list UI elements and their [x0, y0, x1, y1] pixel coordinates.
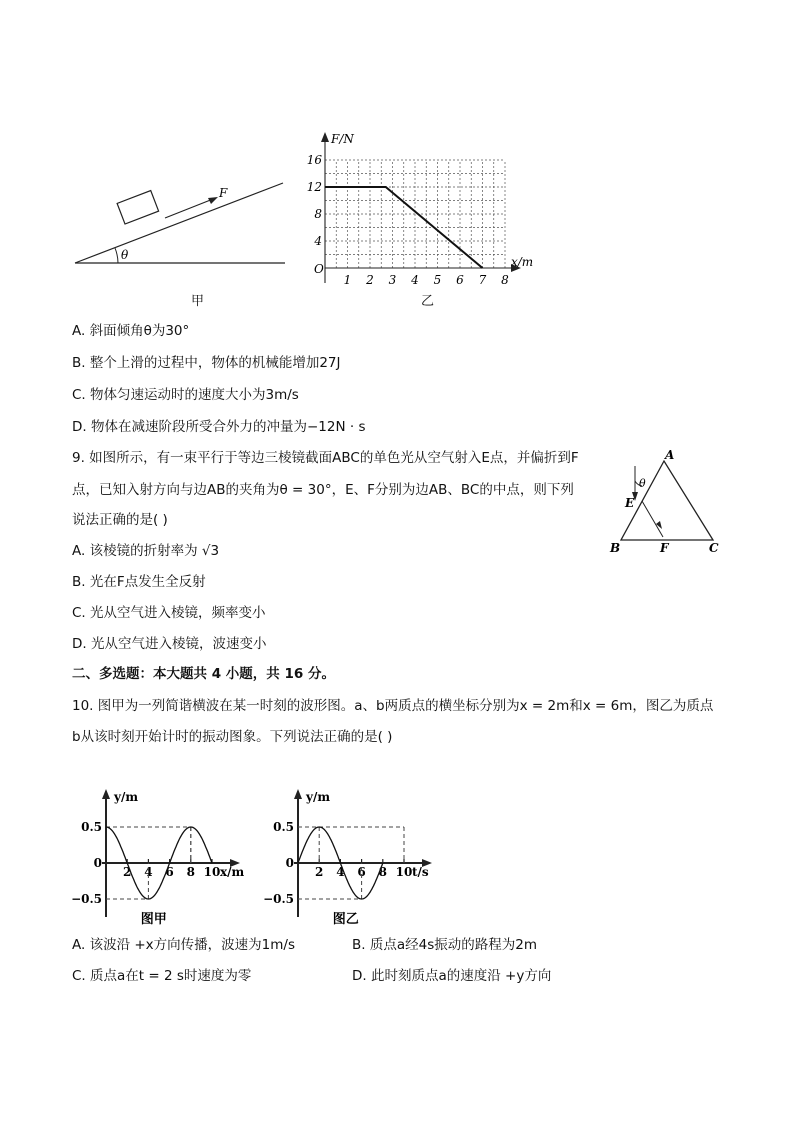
- q9-stem-line3: 说法正确的是( ): [72, 512, 168, 528]
- x-tick-label: 4: [336, 865, 345, 879]
- block: [117, 191, 158, 224]
- x-tick-label: 8: [186, 865, 195, 879]
- q9-stem-line2: 点，已知入射方向与边AB的夹角为θ = 30°，E、F分别为边AB、BC的中点，则下列: [72, 482, 574, 498]
- q8-option-c: C. 物体匀速运动时的速度大小为3m/s: [72, 387, 299, 403]
- x-tick-label: 5: [433, 273, 442, 287]
- force-arrow: [165, 199, 213, 218]
- q9-option-b: B. 光在F点发生全反射: [72, 574, 206, 590]
- right-figure-caption: 乙: [421, 294, 435, 309]
- q10-option-c: C. 质点a在t = 2 s时速度为零: [72, 968, 252, 984]
- q8-option-b: B. 整个上滑的过程中，物体的机械能增加27J: [72, 355, 341, 371]
- y-tick-label: 16: [306, 153, 322, 167]
- y-axis-label: y/m: [114, 790, 139, 804]
- x-tick-label: 2: [123, 865, 132, 879]
- y-tick-label: 0: [285, 856, 294, 870]
- left-figure-caption: 甲: [191, 294, 205, 309]
- x-axis-label: x/m: [220, 865, 245, 879]
- graph-grid: [325, 160, 505, 268]
- y-tick-label: 0.5: [273, 820, 294, 834]
- x-tick-label: 6: [456, 273, 464, 287]
- x-tick-label: 8: [501, 273, 509, 287]
- vertex-b: B: [610, 541, 621, 555]
- point-e: E: [625, 496, 635, 510]
- q10-option-d: D. 此时刻质点a的速度沿 +y方向: [352, 968, 552, 984]
- y-axis-label: F/N: [331, 132, 354, 146]
- point-f: F: [660, 541, 669, 555]
- incline-line: [75, 183, 283, 263]
- x-tick-label: 2: [315, 865, 324, 879]
- q9-option-c: C. 光从空气进入棱镜，频率变小: [72, 605, 266, 621]
- theta-label: θ: [639, 477, 646, 490]
- figure-caption: 图甲: [140, 912, 167, 927]
- origin-label: O: [314, 262, 324, 276]
- y-axis-label: y/m: [306, 790, 331, 804]
- x-axis-label: t/s: [412, 865, 429, 879]
- y-tick-label: −0.5: [263, 892, 294, 906]
- q10-option-a: A. 该波沿 +x方向传播，波速为1m/s: [72, 937, 295, 953]
- x-axis-label: x/m: [511, 255, 534, 269]
- vertex-a: A: [665, 448, 675, 462]
- x-tick-label: 4: [144, 865, 153, 879]
- x-tick-label: 3: [388, 273, 397, 287]
- force-label: F: [219, 186, 228, 200]
- incline-figure: [70, 175, 290, 275]
- q8-option-a: A. 斜面倾角θ为30°: [72, 323, 190, 339]
- x-tick-label: 6: [165, 865, 174, 879]
- q9-option-a: A. 该棱镜的折射率为 √3: [72, 543, 220, 559]
- q10-stem-line1: 10. 图甲为一列简谐横波在某一时刻的波形图。a、b两质点的横坐标分别为x = 2m和x = 6m，图乙为质点: [72, 698, 714, 714]
- x-tick-label: 2: [366, 273, 374, 287]
- x-tick-label: 7: [478, 273, 487, 287]
- y-tick-label: −0.5: [71, 892, 102, 906]
- y-tick-label: 0: [93, 856, 102, 870]
- y-tick-label: 12: [306, 180, 322, 194]
- x-tick-label: 6: [357, 865, 366, 879]
- vertex-c: C: [709, 541, 719, 555]
- y-tick-label: 4: [314, 234, 322, 248]
- x-tick-label: 8: [378, 865, 387, 879]
- x-tick-label: 10: [203, 865, 221, 879]
- q10-option-b: B. 质点a经4s振动的路程为2m: [352, 937, 537, 953]
- q8-option-d: D. 物体在减速阶段所受合外力的冲量为−12N · s: [72, 419, 366, 435]
- prism-figure: [604, 445, 729, 560]
- wave-graph: [70, 785, 270, 930]
- angle-label: θ: [121, 248, 129, 262]
- x-tick-label: 10: [395, 865, 413, 879]
- q10-stem-line2: b从该时刻开始计时的振动图象。下列说法正确的是( ): [72, 729, 393, 745]
- force-displacement-graph: [305, 128, 545, 288]
- x-tick-label: 4: [411, 273, 419, 287]
- q9-stem-line1: 9. 如图所示，有一束平行于等边三棱镜截面ABC的单色光从空气射入E点，并偏折到F: [72, 450, 579, 466]
- vibration-graph: [262, 785, 462, 930]
- section-title: 二、多选题：本大题共 4 小题，共 16 分。: [72, 666, 335, 682]
- refracted-ray: [642, 501, 663, 537]
- y-tick-label: 0.5: [81, 820, 102, 834]
- y-tick-label: 8: [314, 207, 322, 221]
- x-tick-label: 1: [343, 273, 352, 287]
- figure-caption: 图乙: [332, 912, 359, 927]
- q9-option-d: D. 光从空气进入棱镜，波速变小: [72, 636, 267, 652]
